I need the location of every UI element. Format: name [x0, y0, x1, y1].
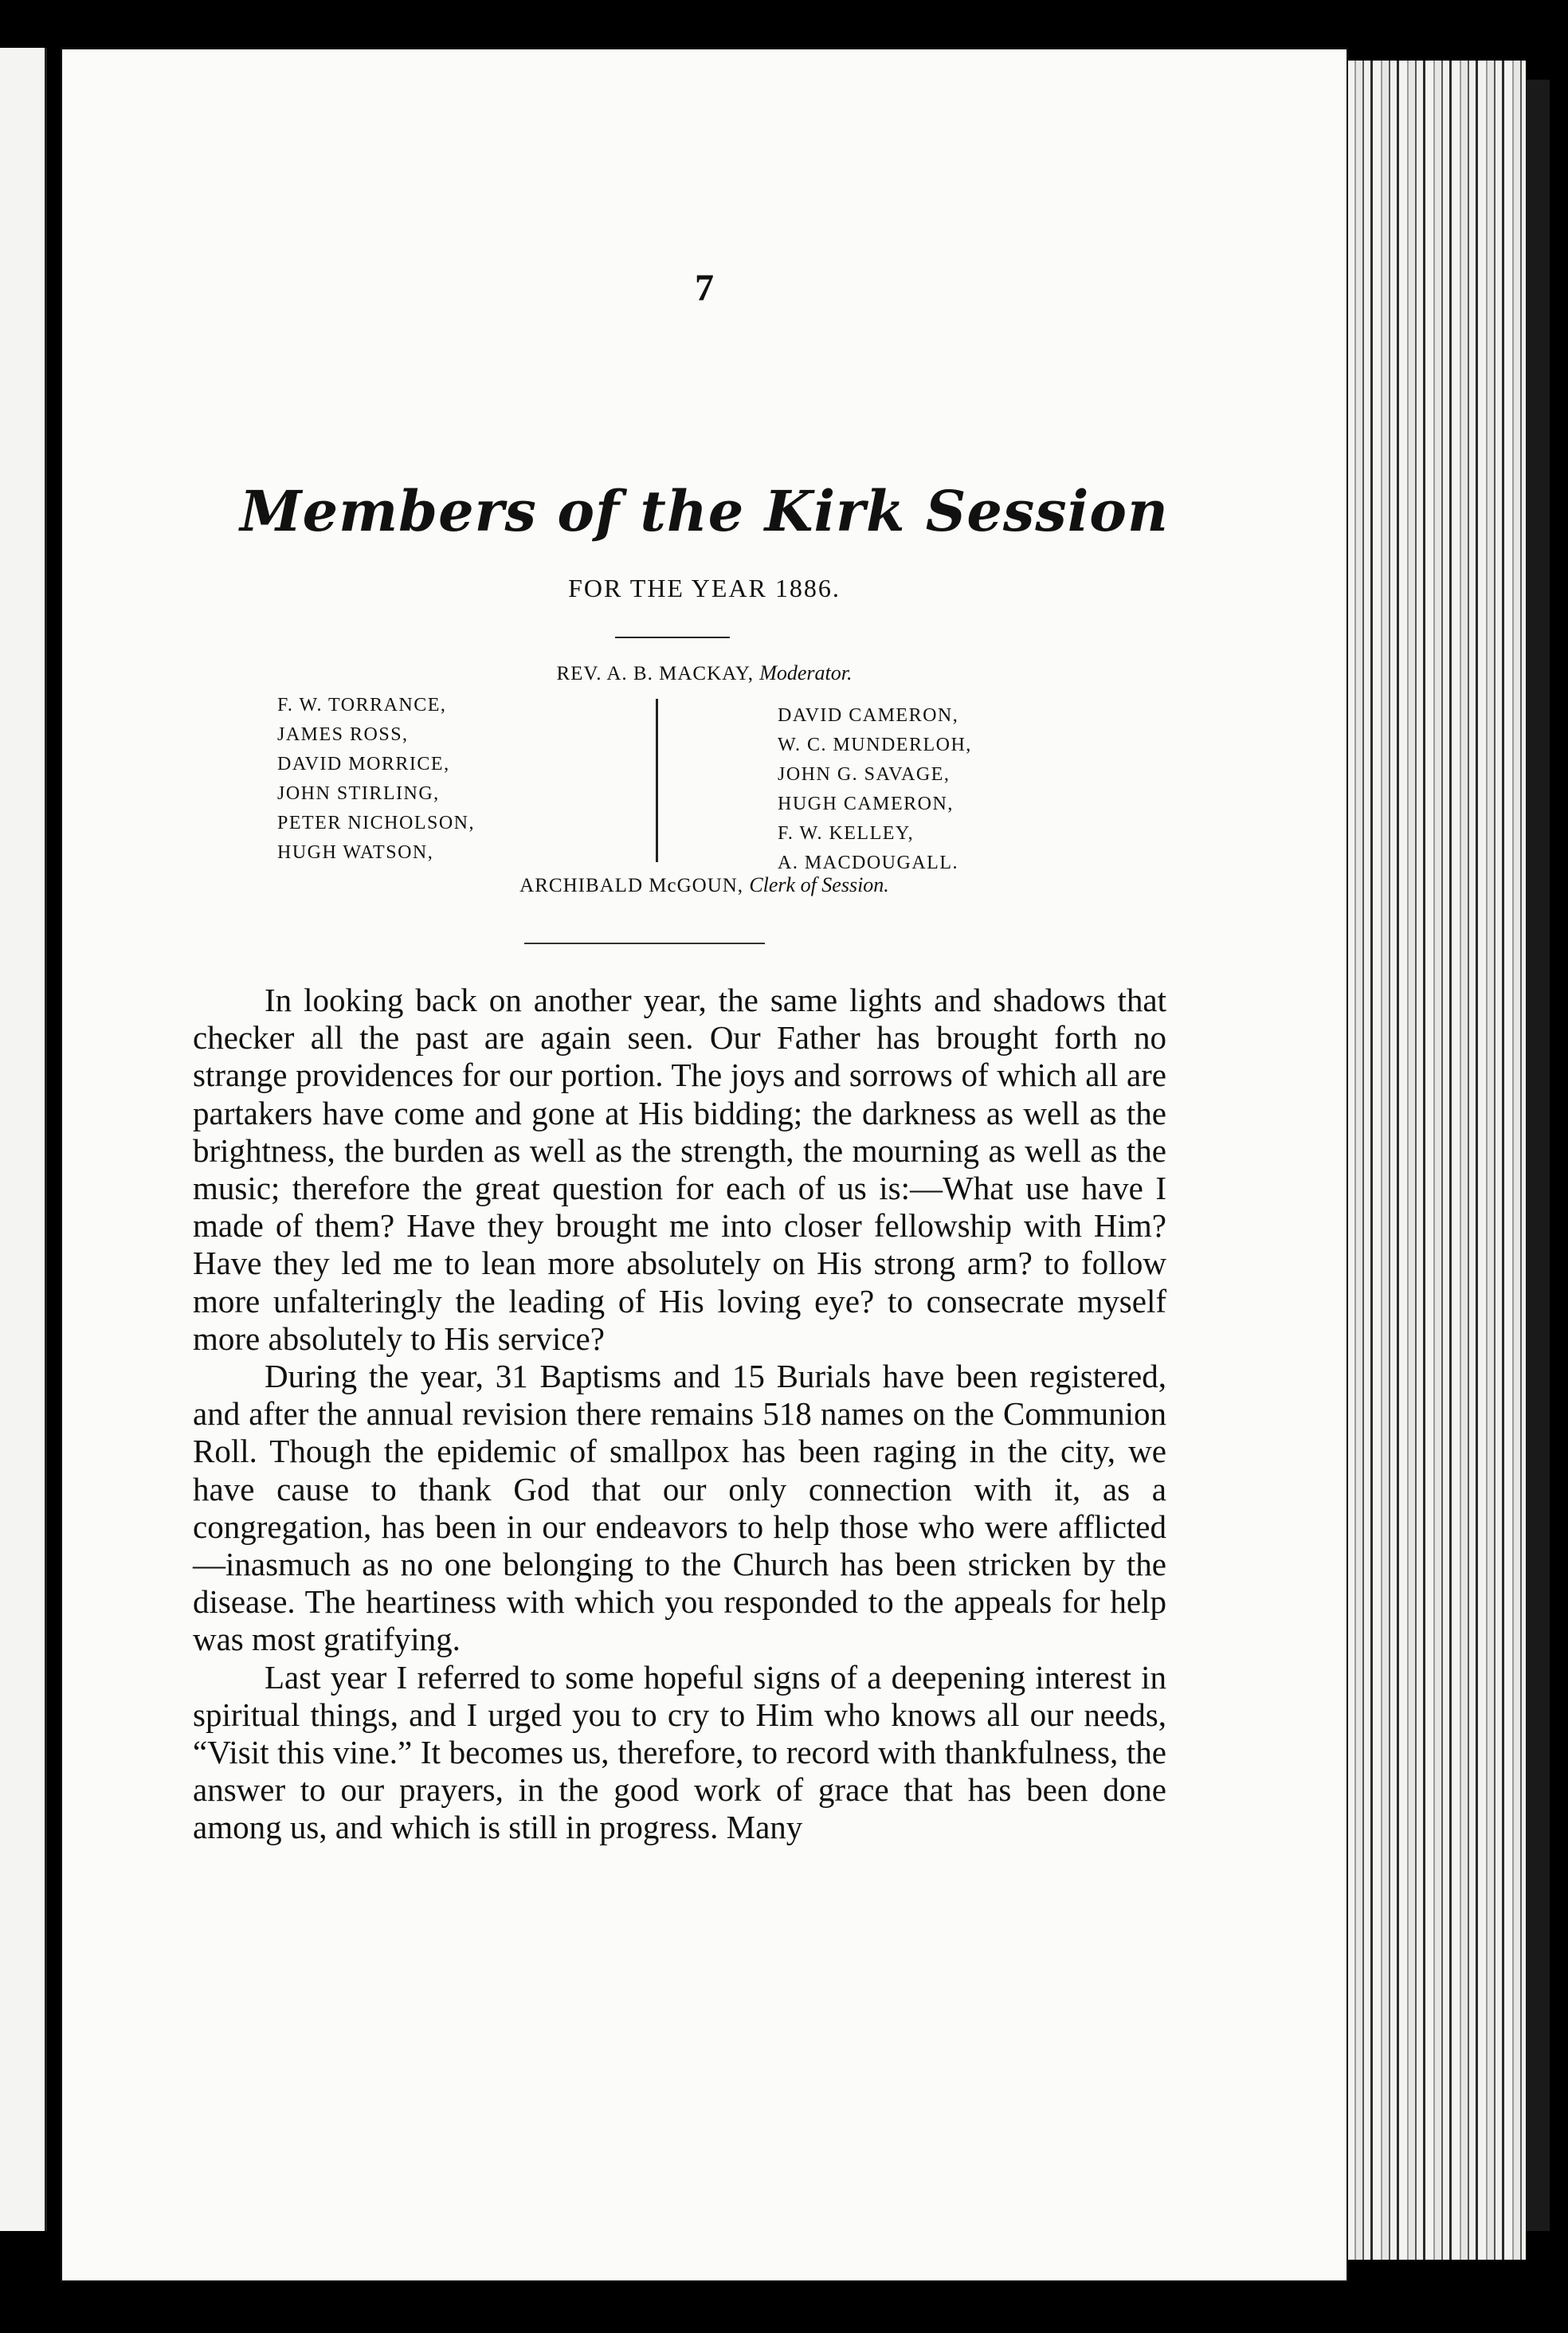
member-name: W. C. MUNDERLOH,	[778, 735, 972, 755]
members-right-column	[778, 701, 1136, 878]
member-name: DAVID MORRICE,	[277, 754, 450, 774]
member-name: HUGH WATSON,	[277, 842, 434, 863]
paragraph: During the year, 31 Baptisms and 15 Burials have been registered, and after the annual revision there remains 518 names on the Communion Roll. Though the epidemic of smallpox has been raging in the city, we have cause to thank God that our only connection with it, as a congregation, has been in our endeavors to help those who were afflicted—inasmuch as no one belonging to the Church has been stricken by the disease. The heartiness with which you responded to the appeals for help was most gratifying.	[193, 1358, 1166, 1658]
title-divider	[615, 637, 730, 638]
page-number: 7	[695, 267, 714, 309]
paragraph: In looking back on another year, the same lights and shadows that checker all the past are again seen. Our Father has brought forth no strange providences for our portion. The joys and sorrows of which all are partakers have come and gone at His bidding; the darkness as well as the brightness, the burden as well as the strength, the mourning as well as the music; therefore the great question for each of us is:—What use have I made of them? Have they brought me into closer fellowship with Him? Have they led me to lean more absolutely on His strong arm? to follow more unfalteringly the leading of His loving eye? to consecrate myself more absolutely to His service?	[193, 982, 1166, 1357]
member-name: JOHN G. SAVAGE,	[778, 764, 951, 785]
clerk-name: ARCHIBALD McGOUN,	[519, 875, 744, 896]
page-content	[62, 49, 1347, 2280]
clerk-role: Clerk of Session.	[749, 873, 889, 896]
page-subtitle: FOR THE YEAR 1886.	[568, 574, 841, 602]
moderator-name: REV. A. B. MACKAY,	[556, 663, 754, 684]
document-page	[62, 49, 1347, 2280]
column-divider	[656, 699, 658, 862]
moderator-line	[62, 661, 1347, 685]
members-left-column	[277, 691, 636, 868]
moderator-role: Moderator.	[759, 661, 853, 684]
facing-page-edge	[0, 48, 47, 2231]
member-name: HUGH CAMERON,	[778, 794, 954, 814]
paragraph: Last year I referred to some hopeful signs of a deepening interest in spiritual things, and I urged you to cry to Him who knows all our needs, “Visit this vine.” It becomes us, therefore, to record with thankfulness, the answer to our prayers, in the good work of grace that has been done among us, and which is still in progress. Many	[193, 1658, 1166, 1846]
member-name: JOHN STIRLING,	[277, 783, 440, 804]
page-stack-edge	[1347, 61, 1526, 2260]
book-cover-edge	[1526, 80, 1550, 2231]
member-name: F. W. TORRANCE,	[277, 695, 447, 716]
member-name: JAMES ROSS,	[277, 724, 409, 745]
member-name: PETER NICHOLSON,	[277, 813, 476, 833]
member-name: A. MACDOUGALL.	[778, 853, 958, 873]
member-name: DAVID CAMERON,	[778, 705, 959, 726]
section-divider	[524, 943, 765, 944]
member-name: F. W. KELLEY,	[778, 823, 915, 844]
clerk-line	[62, 873, 1347, 897]
body-text	[193, 982, 1166, 1847]
page-title: Members of the Kirk Session	[240, 478, 1169, 544]
